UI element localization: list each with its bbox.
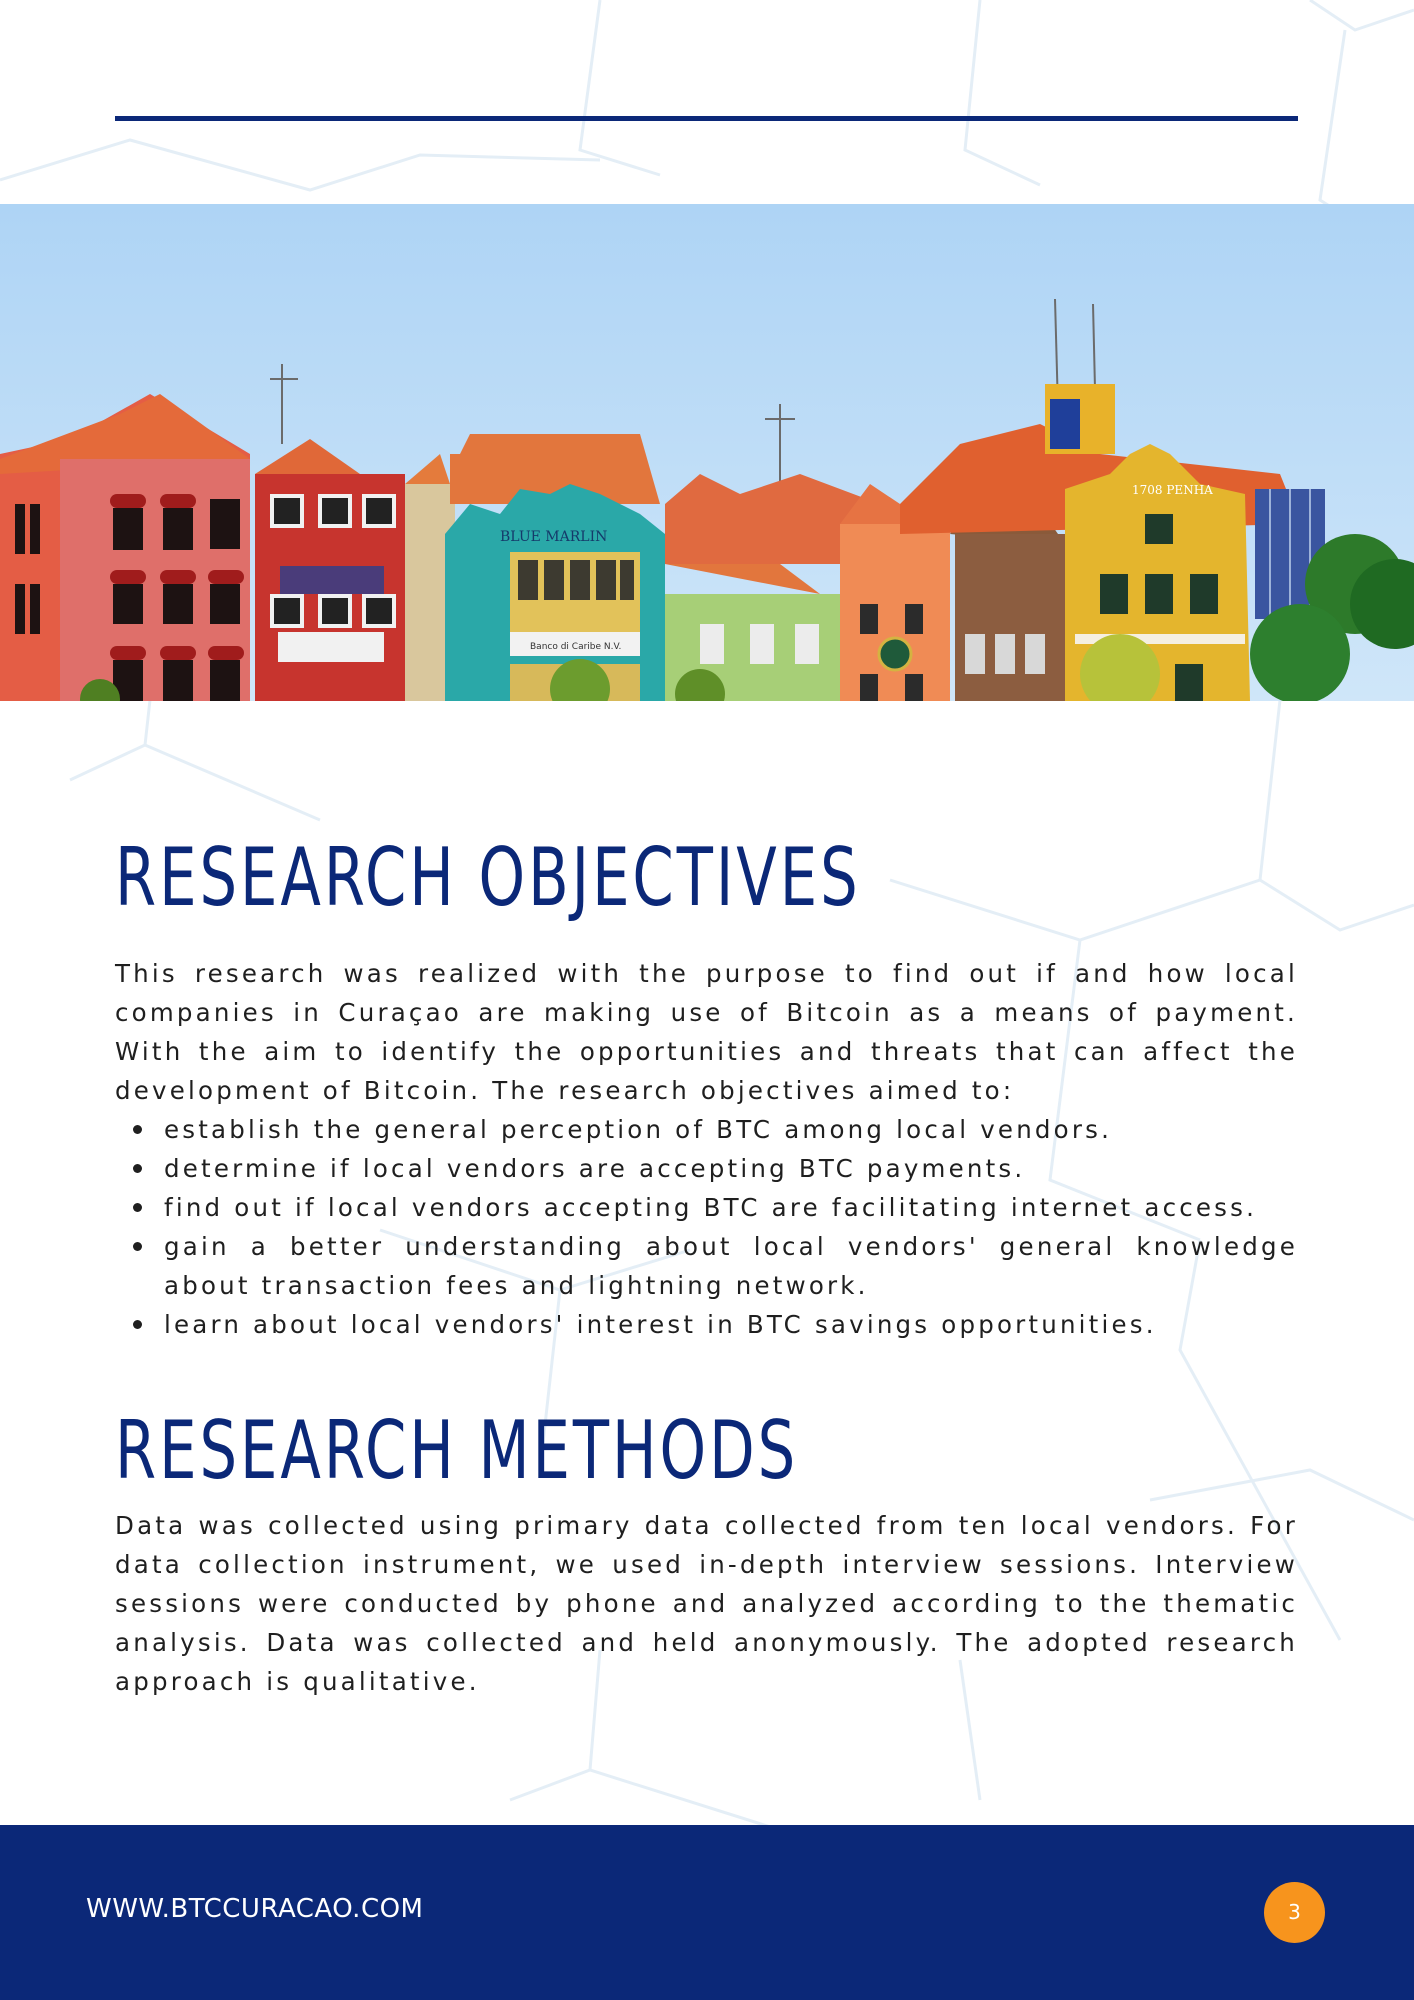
list-item-text: learn about local vendors' interest in BTC savings opportunities.: [164, 1310, 1157, 1339]
svg-text:BLUE MARLIN: BLUE MARLIN: [500, 529, 608, 545]
bullet-icon: [133, 1164, 142, 1173]
research-objectives-heading: RESEARCH OBJECTIVES: [115, 831, 861, 924]
objectives-list: [115, 1110, 1298, 1344]
hero-photo-curacao-houses: [0, 204, 1414, 701]
bullet-icon: [133, 1320, 142, 1329]
research-objectives-intro: This research was realized with the purpose to find out if and how local companies in Curaçao are making use of Bitcoin as a means of payment. With the aim to identify the opportunities and threats that can affect the development of Bitcoin. The research objectives aimed to:: [115, 959, 1298, 1105]
research-methods-heading: RESEARCH METHODS: [115, 1404, 799, 1497]
list-item: [164, 1227, 1298, 1305]
list-item-text: find out if local vendors accepting BTC are facilitating internet access.: [164, 1193, 1258, 1222]
svg-text:Banco di Caribe N.V.: Banco di Caribe N.V.: [530, 642, 622, 652]
bullet-icon: [133, 1203, 142, 1212]
list-item: [164, 1149, 1298, 1188]
list-item-text: establish the general perception of BTC among local vendors.: [164, 1115, 1113, 1144]
list-item: [164, 1305, 1298, 1344]
page-number-badge: 3: [1264, 1882, 1325, 1943]
list-item: [164, 1110, 1298, 1149]
research-methods-body: Data was collected using primary data collected from ten local vendors. For data collection instrument, we used in-depth interview sessions. Interview sessions were conducted by phone and analyzed according to the thematic analysis. Data was collected and held anonymously. The adopted research approach is qualitative.: [115, 1511, 1298, 1696]
list-item-text: gain a better understanding about local vendors' general knowledge about transaction fees and lightning network.: [164, 1232, 1298, 1300]
bullet-icon: [133, 1242, 142, 1251]
list-item: [164, 1188, 1298, 1227]
top-divider-line: [115, 116, 1298, 121]
svg-text:1708 PENHA: 1708 PENHA: [1132, 483, 1213, 497]
list-item-text: determine if local vendors are accepting BTC payments.: [164, 1154, 1026, 1183]
website-link[interactable]: WWW.BTCCURACAO.COM: [86, 1894, 424, 1924]
footer-bar: [0, 1825, 1414, 2000]
bullet-icon: [133, 1125, 142, 1134]
